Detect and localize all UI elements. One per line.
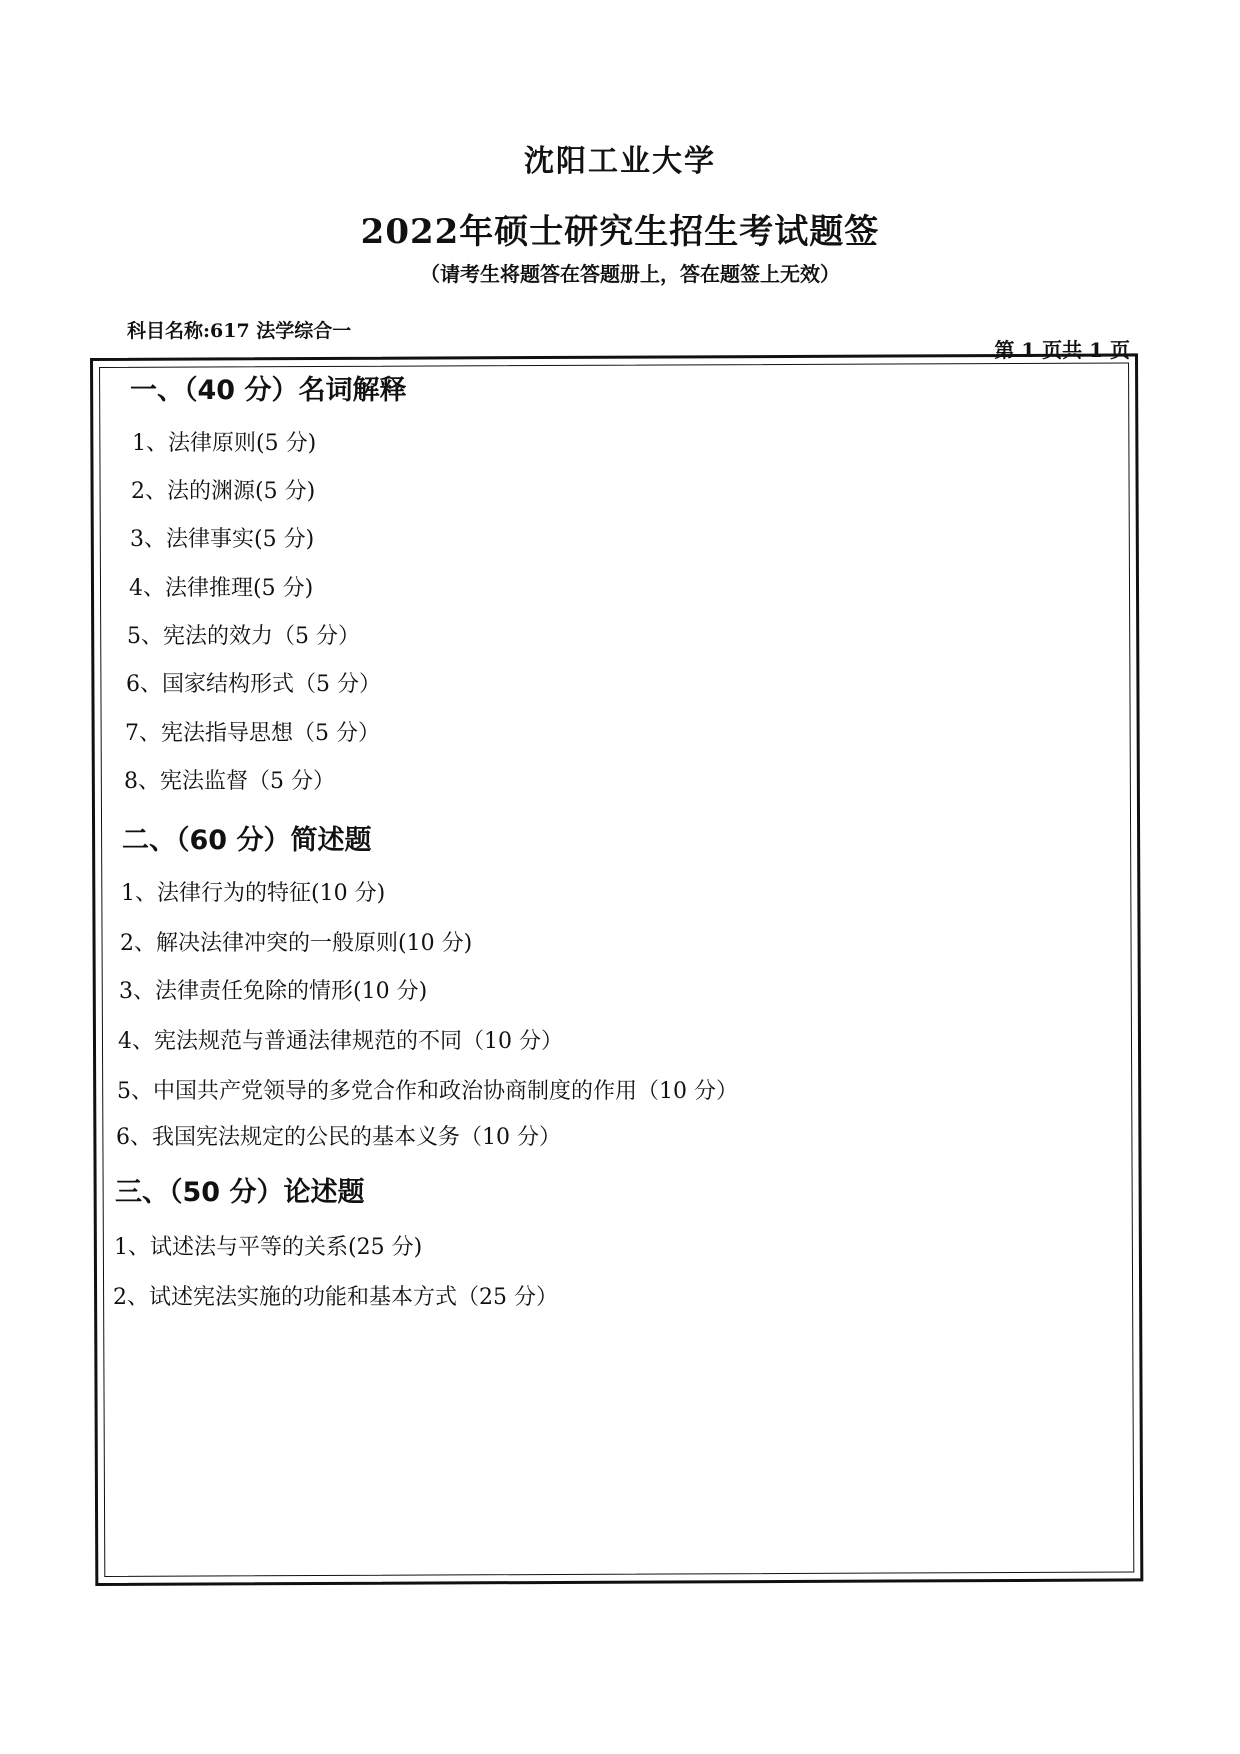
section-heading-2: 二、（60 分）简述题 bbox=[122, 825, 372, 856]
question-item: 1、法律行为的特征(10 分) bbox=[121, 881, 386, 906]
question-item: 8、宪法监督（5 分） bbox=[124, 769, 335, 794]
exam-title: 2022年硕士研究生招生考试题签 bbox=[360, 212, 880, 252]
university-name: 沈阳工业大学 bbox=[524, 144, 716, 179]
section-heading-1: 一、（40 分）名词解释 bbox=[130, 375, 407, 406]
question-item: 3、法律事实(5 分) bbox=[130, 527, 315, 552]
question-item: 2、解决法律冲突的一般原则(10 分) bbox=[120, 931, 473, 956]
question-item: 3、法律责任免除的情形(10 分) bbox=[119, 979, 428, 1004]
question-item: 1、法律原则(5 分) bbox=[132, 431, 317, 456]
question-item: 6、国家结构形式（5 分） bbox=[126, 672, 381, 697]
page-number: 第 1 页共 1 页 bbox=[994, 338, 1130, 362]
question-item: 2、法的渊源(5 分) bbox=[131, 479, 316, 504]
question-item: 4、法律推理(5 分) bbox=[129, 576, 314, 601]
question-item: 7、宪法指导思想（5 分） bbox=[125, 721, 380, 746]
question-item: 4、宪法规范与普通法律规范的不同（10 分） bbox=[118, 1029, 563, 1054]
question-item: 6、我国宪法规定的公民的基本义务（10 分） bbox=[116, 1125, 561, 1150]
exam-notice: （请考生将题答在答题册上，答在题签上无效） bbox=[420, 262, 840, 286]
subject-name: 科目名称:617 法学综合一 bbox=[127, 320, 352, 342]
question-item: 1、试述法与平等的关系(25 分) bbox=[114, 1235, 423, 1260]
section-heading-3: 三、（50 分）论述题 bbox=[115, 1177, 365, 1208]
question-item: 2、试述宪法实施的功能和基本方式（25 分） bbox=[113, 1285, 558, 1310]
question-item: 5、宪法的效力（5 分） bbox=[127, 624, 360, 649]
question-item: 5、中国共产党领导的多党合作和政治协商制度的作用（10 分） bbox=[117, 1079, 738, 1104]
